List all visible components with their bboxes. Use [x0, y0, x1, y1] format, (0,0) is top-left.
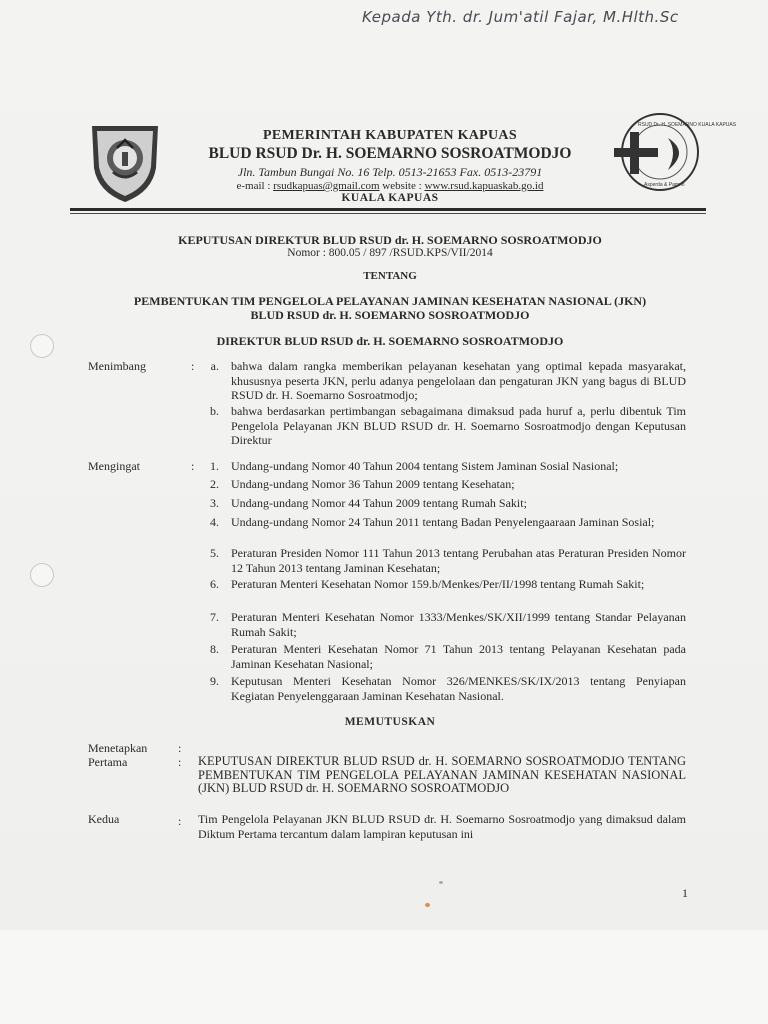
list-marker: 4. [210, 515, 219, 529]
letterhead-divider-thin [70, 213, 706, 214]
mengingat-item-1: Undang-undang Nomor 40 Tahun 2004 tentang Sistem Jaminan Sosial Nasional; [231, 459, 619, 473]
mengingat-item-7: Peraturan Menteri Kesehatan Nomor 1333/Menkes/SK/XII/1999 tentang Standar Pelayanan Rumah Sakit; [231, 610, 686, 639]
kapuas-crest-logo [84, 118, 166, 206]
tentang-heading: TENTANG [363, 270, 417, 282]
pertama-text: KEPUTUSAN DIREKTUR BLUD RSUD dr. H. SOEMARNO SOSROATMODJO TENTANG PEMBENTUKAN TIM PENGELOLA PELAYANAN JAMINAN KESEHATAN NASIONAL (JKN) BLUD RSUD dr. H. SOEMARNO SOSROATMODJO [198, 754, 686, 795]
logo-ring-text: RSUD Dr. H. SOEMARNO KUALA KAPUAS [638, 122, 737, 128]
mengingat-item-3: Undang-undang Nomor 44 Tahun 2009 tentang Rumah Sakit; [231, 496, 527, 510]
mengingat-item-4: Undang-undang Nomor 24 Tahun 2011 tentang Badan Penyelengaaraan Jaminan Sosial; [231, 515, 655, 529]
website-label: website : [382, 180, 422, 192]
list-marker: 7. [210, 610, 219, 624]
government-name: PEMERINTAH KABUPATEN KAPUAS [263, 128, 517, 143]
list-marker: 1. [210, 459, 219, 473]
list-marker: 6. [210, 577, 219, 591]
menimbang-item-a: bahwa dalam rangka memberikan pelayanan kesehatan yang optimal kepada masyarakat, khususnya peserta JKN, perlu adanya pengelolaan dan pengaturan JKN yang bagus di BLUD RSUD dr. H. Soemarno Sosroatmodjo; [231, 359, 686, 402]
email-label: e-mail : [236, 180, 271, 192]
list-marker: 2. [210, 477, 219, 491]
pertama-label: Pertama [88, 755, 128, 769]
rsud-hospital-logo [608, 110, 737, 194]
scan-speck [425, 903, 430, 907]
decree-number: Nomor : 800.05 / 897 /RSUD.KPS/VII/2014 [287, 247, 493, 259]
punch-hole-icon [30, 563, 54, 587]
kedua-text: Tim Pengelola Pelayanan JKN BLUD RSUD dr. H. Soemarno Sosroatmodjo yang dimaksud dalam Diktum Pertama tercantum dalam lampiran keputusan ini [198, 812, 686, 841]
menetapkan-label: Menetapkan [88, 741, 148, 755]
kedua-label: Kedua [88, 812, 120, 826]
colon: : [178, 814, 182, 828]
decree-subject-line-1: PEMBENTUKAN TIM PENGELOLA PELAYANAN JAMINAN KESEHATAN NASIONAL (JKN) [133, 294, 647, 308]
menimbang-label: Menimbang [88, 359, 146, 373]
colon: : [178, 741, 182, 755]
page-number: 1 [682, 886, 688, 900]
list-marker: 3. [210, 496, 219, 510]
director-heading: DIREKTUR BLUD RSUD dr. H. SOEMARNO SOSROATMODJO [216, 334, 564, 348]
scan-speck [439, 881, 443, 884]
logo-motto: Asperda & Pamrih [644, 182, 685, 188]
letterhead [170, 128, 610, 204]
list-marker: 9. [210, 674, 219, 688]
mengingat-item-5: Peraturan Presiden Nomor 111 Tahun 2013 tentang Perubahan atas Peraturan Presiden Nomor 12 Tahun 2013 tentang Jaminan Kesehatan; [231, 546, 686, 575]
handwritten-note: Kepada Yth. dr. Jum'atil Fajar, M.Hlth.Sc [362, 8, 679, 26]
website-link[interactable]: www.rsud.kapuaskab.go.id [424, 180, 544, 192]
mengingat-item-9: Keputusan Menteri Kesehatan Nomor 326/MENKES/SK/IX/2013 tentang Penyiapan Kegiatan Penyelenggaraan Jaminan Kesehatan Nasional. [231, 674, 686, 703]
list-marker: 5. [210, 546, 219, 560]
mengingat-item-6: Peraturan Menteri Kesehatan Nomor 159.b/Menkes/Per/II/1998 tentang Rumah Sakit; [231, 577, 645, 591]
list-marker: 8. [210, 642, 219, 656]
decree-subject-line-2: BLUD RSUD dr. H. SOEMARNO SOSROATMODJO [250, 308, 530, 322]
list-marker: a. [210, 359, 219, 373]
hospital-name: BLUD RSUD Dr. H. SOEMARNO SOSROATMODJO [208, 145, 572, 162]
memutuskan-heading: MEMUTUSKAN [344, 716, 436, 728]
decree-title: KEPUTUSAN DIREKTUR BLUD RSUD dr. H. SOEMARNO SOSROATMODJO [178, 233, 602, 247]
hospital-address: Jln. Tambun Bungai No. 16 Telp. 0513-21653 Fax. 0513-23791 [237, 165, 543, 179]
contact-line [170, 180, 610, 192]
colon: : [178, 755, 182, 769]
letterhead-divider [70, 208, 706, 211]
city-name: KUALA KAPUAS [341, 192, 439, 204]
mengingat-label: Mengingat [88, 459, 140, 473]
list-marker: b. [210, 404, 219, 418]
menimbang-item-b: bahwa berdasarkan pertimbangan sebagaimana dimaksud pada huruf a, perlu dibentuk Tim Pengelola Pelayanan JKN BLUD RSUD dr. H. Soemarno Sosroatmodjo dengan Keputusan Direktur [231, 404, 686, 447]
mengingat-item-2: Undang-undang Nomor 36 Tahun 2009 tentang Kesehatan; [231, 477, 515, 491]
colon: : [191, 359, 195, 373]
mengingat-item-8: Peraturan Menteri Kesehatan Nomor 71 Tahun 2013 tentang Pelayanan Kesehatan pada Jaminan Kesehatan Nasional; [231, 642, 686, 671]
colon: : [191, 459, 195, 473]
email-link[interactable]: rsudkapuas@gmail.com [273, 180, 380, 192]
scan-margin [0, 930, 768, 1024]
punch-hole-icon [30, 334, 54, 358]
